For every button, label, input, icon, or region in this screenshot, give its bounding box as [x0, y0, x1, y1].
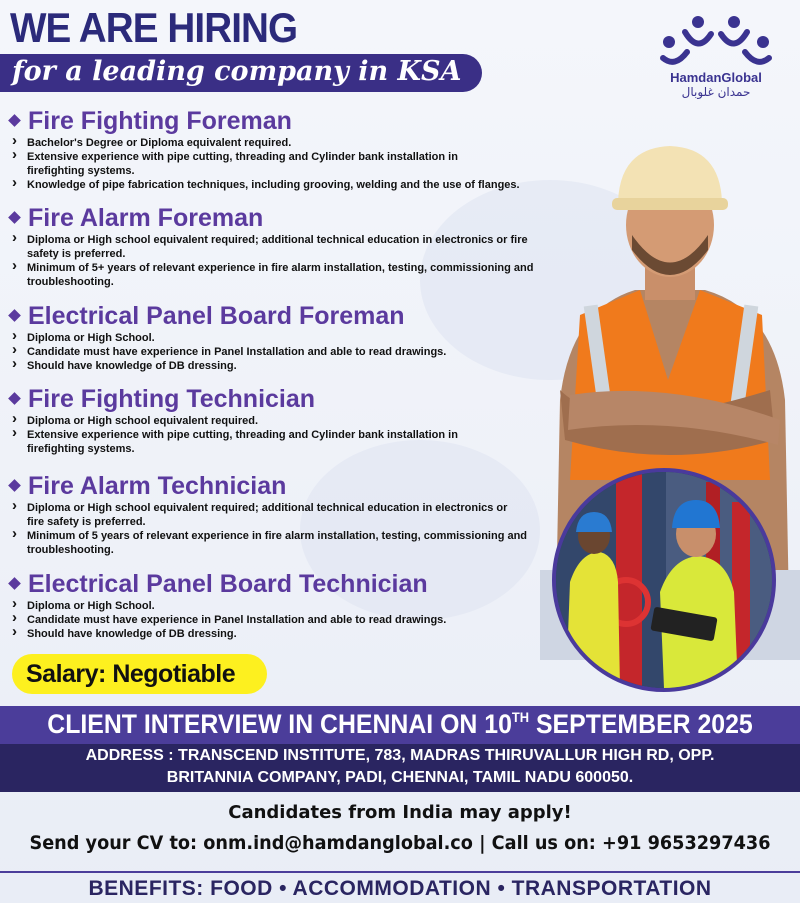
diamond-bullet-icon — [8, 309, 21, 322]
job-block — [10, 471, 555, 557]
candidates-note: Candidates from India may apply! — [228, 802, 572, 823]
salary-text: Salary: Negotiable — [26, 660, 236, 688]
requirement-item: › Extensive experience with pipe cutting, threading and Cylinder bank installation in firefighting systems. — [10, 428, 495, 456]
headline: WE ARE HIRING — [10, 4, 298, 51]
diamond-bullet-icon — [8, 114, 21, 127]
requirement-item: › Minimum of 5+ years of relevant experience in fire alarm installation, testing, commissioning and troubleshooting. — [10, 261, 540, 289]
requirement-item: › Diploma or High school equivalent required; additional technical education in electronics or fire safety is preferred. — [10, 501, 527, 529]
workers-photo — [552, 468, 776, 692]
workers-scene-illustration — [556, 472, 772, 688]
interview-banner — [0, 706, 800, 744]
job-title: Fire Alarm Technician — [10, 471, 555, 501]
logo-figures-icon — [655, 12, 777, 70]
requirement-item: › Diploma or High school equivalent required. — [10, 414, 495, 428]
requirements-list — [10, 331, 555, 373]
job-block — [10, 384, 555, 456]
requirement-item: › Diploma or High school equivalent required; additional technical education in electronics or fire safety is preferred. — [10, 233, 540, 261]
diamond-bullet-icon — [8, 479, 21, 492]
contact-line: Send your CV to: onm.ind@hamdanglobal.co | Call us on: +91 9653297436 — [29, 832, 771, 854]
requirement-item: › Knowledge of pipe fabrication techniques, including grooving, welding and the use of flanges. — [10, 178, 555, 192]
requirements-list — [10, 414, 495, 456]
job-block — [10, 203, 555, 289]
logo-arabic: حمدان غلوبال — [681, 85, 751, 99]
requirement-item: › Candidate must have experience in Panel Installation and able to read drawings. — [10, 613, 555, 627]
subheadline-ribbon — [0, 54, 482, 92]
requirement-item: › Bachelor's Degree or Diploma equivalent required. — [10, 136, 555, 150]
address-line-2: BRITANNIA COMPANY, PADI, CHENNAI, TAMIL NADU 600050. — [166, 769, 634, 786]
interview-text: CLIENT INTERVIEW IN CHENNAI ON 10TH SEPTEMBER 2025 — [47, 709, 753, 739]
diamond-bullet-icon — [8, 211, 21, 224]
diamond-bullet-icon — [8, 577, 21, 590]
requirement-item: › Should have knowledge of DB dressing. — [10, 627, 555, 641]
requirement-item: › Should have knowledge of DB dressing. — [10, 359, 555, 373]
company-logo — [655, 12, 777, 102]
address-band — [0, 744, 800, 792]
requirements-list — [10, 599, 555, 641]
job-title: Fire Fighting Foreman — [10, 106, 555, 136]
requirement-item: › Extensive experience with pipe cutting, threading and Cylinder bank installation in firefighting systems. — [10, 150, 487, 178]
benefits-band — [0, 871, 800, 903]
job-block — [10, 569, 555, 641]
requirements-list — [10, 233, 540, 289]
salary-badge — [12, 654, 267, 694]
requirement-item: › Diploma or High School. — [10, 331, 555, 345]
requirement-item: › Minimum of 5 years of relevant experience in fire alarm installation, testing, commissioning and troubleshooting. — [10, 529, 540, 557]
requirements-list — [10, 501, 540, 557]
job-title: Electrical Panel Board Foreman — [10, 301, 555, 331]
benefits-text: BENEFITS: FOOD • ACCOMMODATION • TRANSPORTATION — [88, 877, 712, 900]
requirement-item: › Diploma or High School. — [10, 599, 555, 613]
job-title: Fire Fighting Technician — [10, 384, 555, 414]
requirements-list — [10, 136, 555, 192]
address-line-1: ADDRESS : TRANSCEND INSTITUTE, 783, MADRAS THIRUVALLUR HIGH RD, OPP. — [85, 747, 715, 764]
logo-name: HamdanGlobal — [670, 70, 762, 85]
subheadline: for a leading company in KSA — [12, 56, 462, 87]
job-block — [10, 106, 555, 192]
diamond-bullet-icon — [8, 392, 21, 405]
requirement-item: › Candidate must have experience in Panel Installation and able to read drawings. — [10, 345, 555, 359]
job-title: Electrical Panel Board Technician — [10, 569, 555, 599]
job-title: Fire Alarm Foreman — [10, 203, 555, 233]
job-block — [10, 301, 555, 373]
